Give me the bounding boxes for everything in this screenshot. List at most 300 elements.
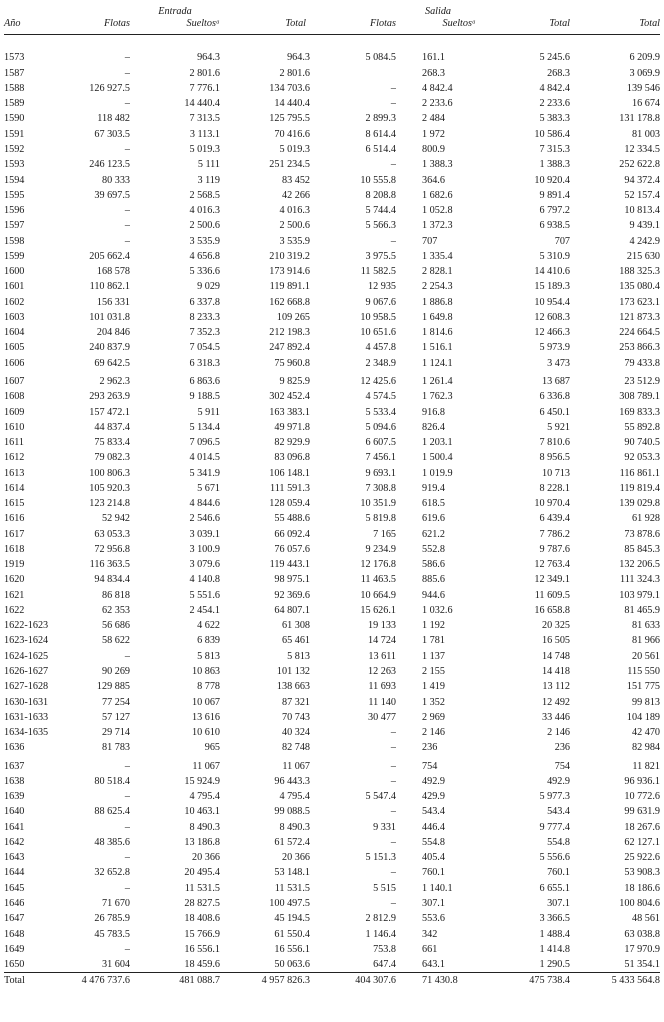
value-cell: 10 920.4	[534, 174, 570, 186]
value-cell: 14 440.4	[274, 98, 310, 110]
value-cell: 10 713	[541, 467, 570, 479]
value-cell: 4 656.8	[189, 250, 220, 262]
value-cell: 10 351.9	[360, 498, 396, 510]
table-body	[4, 35, 660, 973]
table-row	[4, 603, 660, 618]
table-row	[4, 633, 660, 648]
value-cell: 308 789.1	[619, 391, 660, 403]
table-row	[4, 203, 660, 218]
value-cell: 661	[422, 943, 438, 955]
value-cell: 5 134.4	[189, 421, 220, 433]
value-cell: 104 189	[626, 711, 660, 723]
value-cell: 161.1	[422, 52, 445, 64]
table-row	[4, 50, 660, 65]
value-cell: 98 975.1	[274, 574, 310, 586]
value-cell: 212 198.3	[269, 327, 310, 339]
value-cell: 3 039.1	[189, 528, 220, 540]
value-cell: 87 321	[281, 696, 310, 708]
year-cell: 1622	[4, 604, 25, 616]
value-cell: 9 693.1	[365, 467, 396, 479]
col-header-ano: Año	[4, 18, 21, 29]
table-row	[4, 127, 660, 142]
value-cell: 20 366	[281, 852, 310, 864]
value-cell: 16 505	[541, 635, 570, 647]
value-cell: 86 818	[101, 589, 130, 601]
year-cell: 1593	[4, 159, 25, 171]
total-row	[4, 973, 660, 989]
value-cell: 77 254	[101, 696, 130, 708]
value-cell: 2 568.5	[189, 189, 220, 201]
value-cell: 2 233.6	[539, 98, 570, 110]
value-cell: 12 263	[367, 666, 396, 678]
year-cell: 1616	[4, 513, 25, 525]
value-cell: 4 844.6	[189, 498, 220, 510]
value-cell: 17 970.9	[624, 943, 660, 955]
total-cell: 404 307.6	[310, 973, 396, 989]
value-cell: 7 352.3	[189, 327, 220, 339]
table-row	[4, 310, 660, 325]
value-cell: 94 372.4	[624, 174, 660, 186]
value-cell: 62 353	[101, 604, 130, 616]
value-cell: 40 324	[281, 727, 310, 739]
year-cell: 1621	[4, 589, 25, 601]
value-cell: 1 649.8	[422, 311, 453, 323]
value-cell: 70 416.6	[274, 128, 310, 140]
value-cell: 1 137	[422, 650, 445, 662]
value-cell: 88 625.4	[94, 806, 130, 818]
value-cell: 3 535.9	[189, 235, 220, 247]
value-cell: 169 833.3	[619, 406, 660, 418]
value-cell: 14 440.4	[184, 98, 220, 110]
value-cell: –	[390, 159, 396, 171]
value-cell: 139 546	[626, 82, 660, 94]
value-cell: 7 313.5	[189, 113, 220, 125]
value-cell: 110 862.1	[89, 281, 130, 293]
value-cell: 252 622.8	[619, 159, 660, 171]
col-header-entrada-sueltos: Sueltosᵃ	[186, 18, 220, 29]
value-cell: 405.4	[422, 852, 445, 864]
value-cell: 707	[422, 235, 438, 247]
value-cell: 111 324.3	[620, 574, 660, 586]
year-cell: 1638	[4, 775, 25, 787]
year-cell: 1630-1631	[4, 696, 49, 708]
year-cell: 1639	[4, 791, 25, 803]
value-cell: 1 019.9	[422, 467, 453, 479]
value-cell: 885.6	[422, 574, 445, 586]
value-cell: 100 804.6	[619, 898, 660, 909]
value-cell: 1 124.1	[422, 357, 453, 369]
year-cell: 1596	[4, 205, 25, 217]
value-cell: 5 973.9	[539, 342, 570, 354]
value-cell: 2 899.3	[365, 113, 396, 125]
year-cell: 1605	[4, 342, 25, 354]
value-cell: 99 088.5	[274, 806, 310, 818]
value-cell: 18 408.6	[184, 913, 220, 925]
value-cell: 204 846	[96, 327, 130, 339]
table-row	[4, 865, 660, 880]
value-cell: 58 622	[101, 635, 130, 647]
value-cell: 9 777.4	[539, 821, 570, 833]
value-cell: 7 165	[373, 528, 396, 540]
value-cell: –	[390, 760, 396, 772]
value-cell: 15 924.9	[184, 775, 220, 787]
year-cell: 1919	[4, 559, 25, 571]
value-cell: 2 146	[547, 727, 570, 739]
table-row	[4, 496, 660, 511]
value-cell: 2 500.6	[279, 220, 310, 232]
value-cell: 5 566.3	[365, 220, 396, 232]
value-cell: –	[390, 836, 396, 848]
value-cell: 67 303.5	[94, 128, 130, 140]
value-cell: 5 245.6	[539, 52, 570, 64]
table-row	[4, 142, 660, 157]
value-cell: 10 863	[191, 666, 220, 678]
value-cell: 16 658.8	[534, 604, 570, 616]
value-cell: 75 833.4	[94, 437, 130, 449]
value-cell: 2 546.6	[189, 513, 220, 525]
table-row	[4, 740, 660, 755]
value-cell: 79 082.3	[94, 452, 130, 464]
value-cell: 11 582.5	[360, 266, 396, 278]
value-cell: 754	[422, 760, 438, 772]
value-cell: 2 146	[422, 727, 445, 739]
value-cell: 6 863.6	[189, 375, 220, 387]
value-cell: 554.8	[422, 836, 445, 848]
value-cell: 1 203.1	[422, 437, 453, 449]
table-row	[4, 527, 660, 542]
value-cell: 10 954.4	[534, 296, 570, 308]
value-cell: 131 178.8	[619, 113, 660, 125]
year-cell: 1606	[4, 357, 25, 369]
value-cell: 5 515	[373, 882, 396, 894]
value-cell: 1 682.6	[422, 189, 453, 201]
year-cell: 1594	[4, 174, 25, 186]
value-cell: 12 349.1	[534, 574, 570, 586]
value-cell: 246 123.5	[89, 159, 130, 171]
value-cell: 11 693	[368, 681, 396, 693]
table-row	[4, 325, 660, 340]
value-cell: 45 194.5	[274, 913, 310, 925]
year-cell: 1604	[4, 327, 25, 339]
value-cell: 99 813	[631, 696, 660, 708]
value-cell: 28 827.5	[184, 898, 220, 909]
value-cell: –	[124, 760, 130, 772]
table-row	[4, 820, 660, 835]
value-cell: 552.8	[422, 543, 445, 555]
value-cell: 5 921	[547, 421, 570, 433]
year-cell: 1597	[4, 220, 25, 232]
value-cell: 85 845.3	[624, 543, 660, 555]
value-cell: –	[124, 943, 130, 955]
value-cell: 96 443.3	[274, 775, 310, 787]
table-row	[4, 542, 660, 557]
value-cell: 3 473	[547, 357, 570, 369]
table-row	[4, 649, 660, 664]
value-cell: 6 655.1	[539, 882, 570, 894]
value-cell: 39 697.5	[94, 189, 130, 201]
table-row	[4, 758, 660, 773]
value-cell: 70 743	[281, 711, 310, 723]
value-cell: 94 834.4	[94, 574, 130, 586]
value-cell: 135 080.4	[619, 281, 660, 293]
value-cell: 8 778	[197, 681, 220, 693]
value-cell: 51 354.1	[624, 959, 660, 971]
value-cell: 240 837.9	[89, 342, 130, 354]
value-cell: 116 363.5	[89, 559, 130, 571]
value-cell: 55 892.8	[624, 421, 660, 433]
value-cell: 916.8	[422, 406, 445, 418]
value-cell: 13 112	[542, 681, 570, 693]
value-cell: 173 914.6	[269, 266, 310, 278]
value-cell: 103 979.1	[619, 589, 660, 601]
value-cell: 647.4	[373, 959, 396, 971]
table-row	[4, 157, 660, 172]
value-cell: 69 642.5	[94, 357, 130, 369]
year-cell: 1626-1627	[4, 666, 49, 678]
value-cell: 45 783.5	[94, 928, 130, 940]
value-cell: 81 966	[631, 635, 660, 647]
year-cell: 1611	[4, 437, 24, 449]
value-cell: –	[124, 852, 130, 864]
value-cell: 492.9	[547, 775, 570, 787]
value-cell: –	[124, 791, 130, 803]
value-cell: 268.3	[547, 67, 570, 79]
value-cell: 10 610	[191, 727, 220, 739]
value-cell: 20 325	[541, 620, 570, 632]
value-cell: 12 763.4	[534, 559, 570, 571]
value-cell: 268.3	[422, 67, 445, 79]
value-cell: –	[390, 898, 396, 909]
value-cell: 7 776.1	[189, 82, 220, 94]
value-cell: 4 457.8	[365, 342, 396, 354]
value-cell: 18 267.6	[624, 821, 660, 833]
table-row	[4, 218, 660, 233]
value-cell: 62 127.1	[624, 836, 660, 848]
year-cell: 1618	[4, 543, 25, 555]
year-cell: 1607	[4, 375, 25, 387]
value-cell: 707	[554, 235, 570, 247]
table-row	[4, 679, 660, 694]
year-cell: 1591	[4, 128, 25, 140]
value-cell: 125 795.5	[269, 113, 310, 125]
year-cell: 1590	[4, 113, 25, 125]
value-cell: 71 670	[101, 898, 130, 909]
value-cell: 12 425.6	[360, 375, 396, 387]
value-cell: –	[390, 806, 396, 818]
value-cell: 446.4	[422, 821, 445, 833]
year-cell: 1610	[4, 421, 25, 433]
table-row	[4, 557, 660, 572]
value-cell: 109 265	[276, 311, 310, 323]
year-cell: 1649	[4, 943, 25, 955]
year-cell: 1643	[4, 852, 25, 864]
value-cell: 293 263.9	[89, 391, 130, 403]
value-cell: 5 744.4	[365, 205, 396, 217]
value-cell: 10 067	[191, 696, 220, 708]
table-row	[4, 896, 660, 911]
value-cell: 7 308.8	[365, 482, 396, 494]
value-cell: 7 054.5	[189, 342, 220, 354]
value-cell: –	[124, 143, 130, 155]
value-cell: 5 336.6	[189, 266, 220, 278]
value-cell: 364.6	[422, 174, 445, 186]
value-cell: 119 443.1	[269, 559, 310, 571]
value-cell: 126 927.5	[89, 82, 130, 94]
value-cell: 919.4	[422, 482, 445, 494]
value-cell: 163 383.1	[269, 406, 310, 418]
value-cell: 48 561	[631, 913, 660, 925]
value-cell: 236	[554, 742, 570, 754]
table-row	[4, 694, 660, 709]
value-cell: 6 514.4	[365, 143, 396, 155]
value-cell: 10 813.4	[624, 205, 660, 217]
year-cell: 1595	[4, 189, 25, 201]
value-cell: 302 452.4	[269, 391, 310, 403]
table-row	[4, 481, 660, 496]
year-cell: 1614	[4, 482, 25, 494]
value-cell: 53 148.1	[274, 867, 310, 879]
value-cell: 12 466.3	[534, 327, 570, 339]
year-cell: 1627-1628	[4, 681, 49, 693]
table-row	[4, 279, 660, 294]
value-cell: 116 861.1	[619, 467, 660, 479]
year-cell: 1642	[4, 836, 25, 848]
value-cell: 8 490.3	[189, 821, 220, 833]
value-cell: 61 550.4	[274, 928, 310, 940]
value-cell: 121 873.3	[619, 311, 660, 323]
value-cell: 119 819.4	[619, 482, 660, 494]
value-cell: 12 176.8	[360, 559, 396, 571]
table-row	[4, 725, 660, 740]
value-cell: 3 119	[197, 174, 220, 186]
value-cell: –	[124, 882, 130, 894]
value-cell: 82 929.9	[274, 437, 310, 449]
value-cell: 1 500.4	[422, 452, 453, 464]
value-cell: 105 920.3	[89, 482, 130, 494]
value-cell: 5 310.9	[539, 250, 570, 262]
value-cell: 83 452	[281, 174, 310, 186]
value-cell: 9 188.5	[189, 391, 220, 403]
value-cell: 9 825.9	[279, 375, 310, 387]
value-cell: 29 714	[101, 727, 130, 739]
value-cell: 92 369.6	[274, 589, 310, 601]
value-cell: 64 807.1	[274, 604, 310, 616]
total-cell: 71 430.8	[396, 973, 480, 989]
value-cell: 76 057.6	[274, 543, 310, 555]
value-cell: 6 797.2	[539, 205, 570, 217]
table-row	[4, 572, 660, 587]
value-cell: 9 029	[197, 281, 220, 293]
value-cell: 5 151.3	[365, 852, 396, 864]
value-cell: 90 740.5	[624, 437, 660, 449]
value-cell: 800.9	[422, 143, 445, 155]
value-cell: 1 972	[422, 128, 445, 140]
header-spacer	[4, 35, 660, 51]
value-cell: 32 652.8	[94, 867, 130, 879]
value-cell: 115 550	[627, 666, 660, 678]
value-cell: 82 984	[631, 742, 660, 754]
value-cell: 118 482	[97, 113, 130, 125]
value-cell: 50 063.6	[274, 959, 310, 971]
year-cell: 1640	[4, 806, 25, 818]
value-cell: 10 555.8	[360, 174, 396, 186]
year-cell: 1648	[4, 928, 25, 940]
value-cell: 82 748	[281, 742, 310, 754]
year-cell: 1573	[4, 52, 25, 64]
table-row	[4, 340, 660, 355]
value-cell: 5 977.3	[539, 791, 570, 803]
value-cell: 4 014.5	[189, 452, 220, 464]
value-cell: 11 821	[632, 760, 660, 772]
value-cell: 6 439.4	[539, 513, 570, 525]
value-cell: 12 935	[367, 281, 396, 293]
value-cell: 61 572.4	[274, 836, 310, 848]
value-cell: 5 383.3	[539, 113, 570, 125]
value-cell: 1 762.3	[422, 391, 453, 403]
value-cell: 1 192	[422, 620, 445, 632]
value-cell: 1 352	[422, 696, 445, 708]
table-row	[4, 511, 660, 526]
value-cell: 14 410.6	[534, 266, 570, 278]
value-cell: 73 878.6	[624, 528, 660, 540]
value-cell: 1 052.8	[422, 205, 453, 217]
value-cell: 553.6	[422, 913, 445, 925]
value-cell: 5 671	[197, 482, 220, 494]
value-cell: 7 315.3	[539, 143, 570, 155]
total-cell: 5 433 564.8	[570, 973, 660, 989]
value-cell: 11 531.5	[184, 882, 220, 894]
value-cell: 10 970.4	[534, 498, 570, 510]
value-cell: 11 463.5	[360, 574, 396, 586]
value-cell: 48 385.6	[94, 836, 130, 848]
value-cell: 5 813	[287, 650, 310, 662]
value-cell: –	[124, 650, 130, 662]
value-cell: 19 133	[367, 620, 396, 632]
value-cell: 10 958.5	[360, 311, 396, 323]
value-cell: 79 433.8	[624, 357, 660, 369]
value-cell: 9 331	[373, 821, 396, 833]
value-cell: 188 325.3	[619, 266, 660, 278]
value-cell: 132 206.5	[619, 559, 660, 571]
year-cell: 1615	[4, 498, 25, 510]
year-cell: 1650	[4, 959, 25, 971]
value-cell: –	[390, 727, 396, 739]
value-cell: 307.1	[547, 898, 570, 909]
value-cell: 83 096.8	[274, 452, 310, 464]
year-cell: 1623-1624	[4, 635, 49, 647]
year-cell: 1644	[4, 867, 25, 879]
value-cell: 8 490.3	[279, 821, 310, 833]
value-cell: 1 781	[422, 635, 445, 647]
value-cell: 944.6	[422, 589, 445, 601]
value-cell: 1 516.1	[422, 342, 453, 354]
year-cell: 1592	[4, 143, 25, 155]
value-cell: 13 616	[191, 711, 220, 723]
table-row	[4, 926, 660, 941]
value-cell: 20 561	[631, 650, 660, 662]
year-cell: 1603	[4, 311, 25, 323]
table-row	[4, 81, 660, 96]
table-header	[4, 6, 660, 35]
value-cell: 10 586.4	[534, 128, 570, 140]
value-cell: 5 533.4	[365, 406, 396, 418]
year-cell: 1602	[4, 296, 25, 308]
year-cell: 1587	[4, 67, 25, 79]
year-cell: 1600	[4, 266, 25, 278]
value-cell: 52 942	[101, 513, 130, 525]
value-cell: 129 885	[96, 681, 130, 693]
value-cell: 4 574.5	[365, 391, 396, 403]
